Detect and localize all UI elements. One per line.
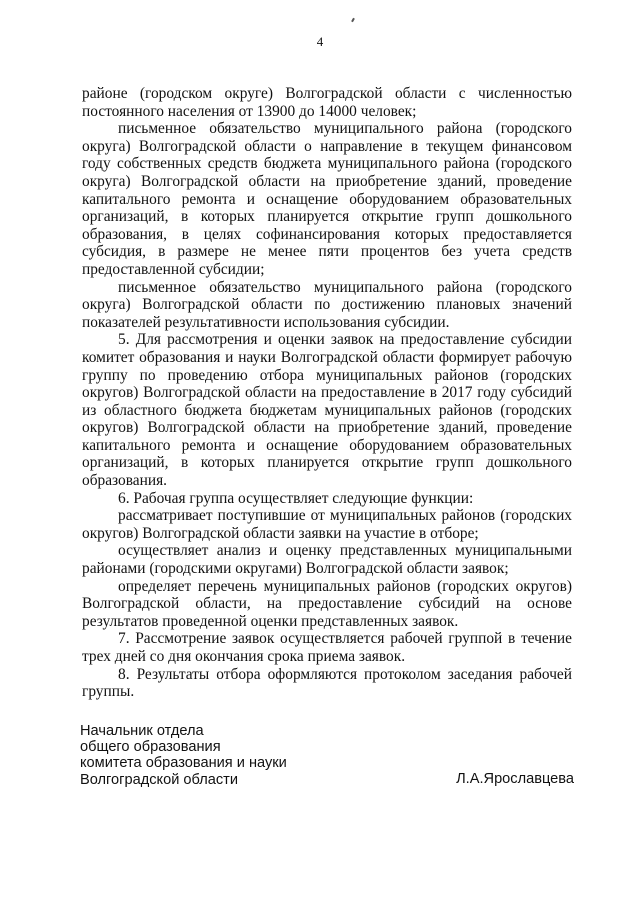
paragraph-performance-obligation: письменное обязательство муниципального района (городского округа) Волгоградской области по достижению плановых значений показателей результативности использования субсидии.: [82, 278, 572, 331]
paragraph-item-7: 7. Рассмотрение заявок осуществляется рабочей группой в течение трех дней со дня окончания срока приема заявок.: [82, 630, 572, 665]
paragraph-item-5: 5. Для рассмотрения и оценки заявок на предоставление субсидии комитет образования и науки Волгоградской области формирует рабочую группу по проведению отбора муниципальных районов (городских округов) Волгоградской области на предоставление в 2017 году субсидий из областного бюджета бюджетам муниципальных районов (городских округов) Волгоградской области на приобретение зданий, проведение капитального ремонта и оснащение оборудованием образовательных организаций, в которых планируется открытие групп дошкольного образования.: [82, 331, 572, 490]
paragraph-item-8: 8. Результаты отбора оформляются протоколом заседания рабочей группы.: [82, 665, 572, 701]
scan-mark: [351, 18, 355, 22]
position-line: Волгоградской области: [80, 771, 238, 788]
paragraph-function-list: определяет перечень муниципальных районов (городских округов) Волгоградской области, на предоставление субсидий на основе результатов проведенной оценки представленных заявок.: [82, 577, 572, 630]
paragraph-function-analysis: осуществляет анализ и оценку представленных муниципальными районами (городскими округами) Волгоградской области заявок;: [82, 542, 572, 578]
signature-block: [80, 723, 574, 788]
paragraph-continuation: районе (городском округе) Волгоградской области с численностью постоянного населения от 13900 до 14000 человек;: [82, 85, 572, 120]
paragraph-function-review: рассматривает поступившие от муниципальных районов (городских округов) Волгоградской области заявки на участие в отборе;: [82, 507, 572, 542]
signatory-name: Л.А.Ярославцева: [456, 771, 574, 787]
position-line: комитета образования и науки: [80, 755, 287, 772]
paragraph-cofinancing-obligation: письменное обязательство муниципального района (городского округа) Волгоградской области о направление в текущем финансовом году собственных средств бюджета муниципального района (городского округа) Волгоградской области на приобретение зданий, проведение капитального ремонта и оснащение оборудованием образовательных организаций, в которых планируется открытие групп дошкольного образования, в целях софинансирования которых предоставляется субсидия, в размере не менее пяти процентов без учета средств предоставленной субсидии;: [82, 120, 572, 278]
paragraph-item-6: 6. Рабочая группа осуществляет следующие функции:: [118, 489, 474, 507]
position-line: общего образования: [80, 739, 221, 756]
page-number: 4: [316, 34, 324, 49]
document-body: [82, 85, 572, 701]
position-line: Начальник отдела: [80, 723, 204, 739]
